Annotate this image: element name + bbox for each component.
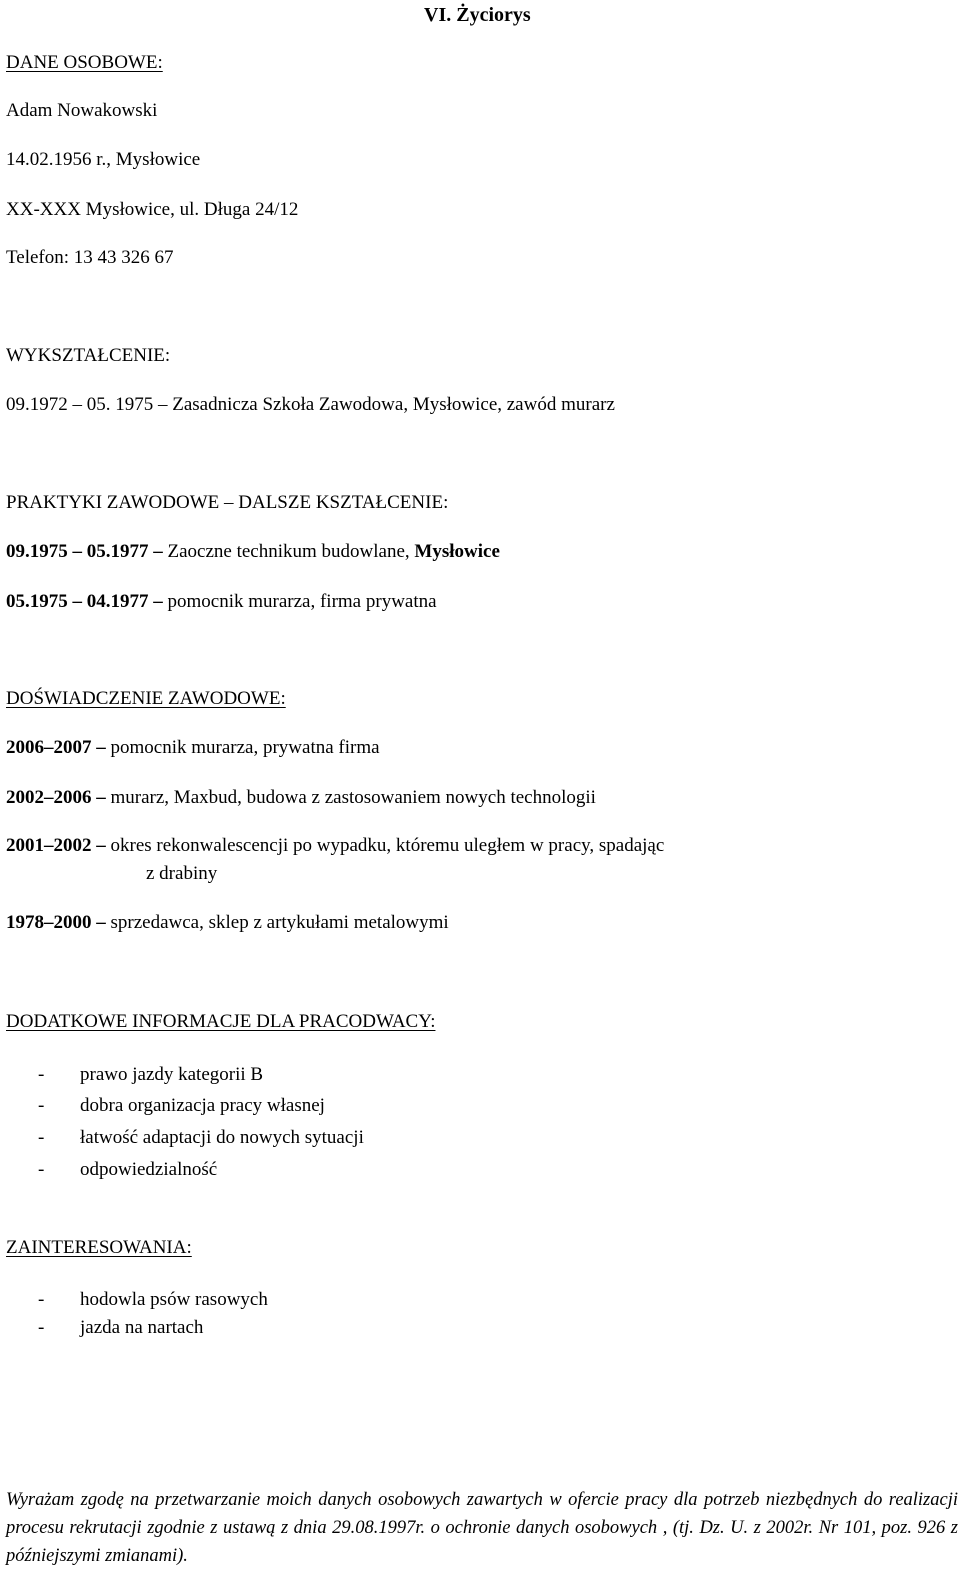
experience-item-dates: 2002–2006 – xyxy=(6,787,106,808)
additional-item: łatwość adaptacji do nowych sytuacji xyxy=(80,1127,364,1148)
additional-item: odpowiedzialność xyxy=(80,1159,218,1180)
practice-item-dates: 09.1975 – 05.1977 – xyxy=(6,541,163,562)
experience-item-continuation: z drabiny xyxy=(146,863,218,884)
education-item-text: Zasadnicza Szkoła Zawodowa, Mysłowice, zawód murarz xyxy=(167,394,615,415)
additional-heading: DODATKOWE INFORMACJE DLA PRACODWACY: xyxy=(6,1011,436,1032)
experience-item-text: murarz, Maxbud, budowa z zastosowaniem nowych technologii xyxy=(105,787,596,808)
bullet-marker: - xyxy=(38,1095,45,1116)
experience-item xyxy=(6,785,596,811)
practice-heading: PRAKTYKI ZAWODOWE – DALSZE KSZTAŁCENIE: xyxy=(6,492,449,513)
bullet-marker: - xyxy=(38,1289,45,1310)
experience-item-text: okres rekonwalescencji po wypadku, któremu uległem w pracy, spadając xyxy=(105,835,665,856)
education-heading: WYKSZTAŁCENIE: xyxy=(6,345,171,366)
bullet-marker: - xyxy=(38,1317,45,1338)
additional-item: dobra organizacja pracy własnej xyxy=(80,1095,325,1116)
practice-item xyxy=(6,589,437,615)
experience-item xyxy=(6,735,380,761)
practice-item-dates: 05.1975 – 04.1977 – xyxy=(6,591,163,612)
interest-item: hodowla psów rasowych xyxy=(80,1289,268,1310)
interest-item: jazda na nartach xyxy=(80,1317,204,1338)
bullet-marker: - xyxy=(38,1127,45,1148)
education-item-dates: 09.1972 – 05. 1975 – xyxy=(6,394,168,415)
bullet-marker: - xyxy=(38,1064,45,1085)
experience-item-dates: 2001–2002 – xyxy=(6,835,106,856)
address: XX-XXX Mysłowice, ul. Długa 24/12 xyxy=(6,199,299,220)
experience-item-dates: 2006–2007 – xyxy=(6,737,106,758)
practice-item-city: Mysłowice xyxy=(414,541,500,562)
experience-item xyxy=(6,833,664,859)
experience-item-text: pomocnik murarza, prywatna firma xyxy=(105,737,380,758)
consent-clause: Wyrażam zgodę na przetwarzanie moich danych osobowych zawartych w ofercie pracy dla potrzeb niezbędnych do realizacji procesu rekrutacji zgodnie z ustawą z dnia 29.08.1997r. o ochronie danych osobowych , (tj. Dz. U. z 2002r. Nr 101, poz. 926 z późniejszymi zmianami). xyxy=(6,1490,958,1566)
personal-heading: DANE OSOBOWE: xyxy=(6,52,163,73)
additional-item: prawo jazdy kategorii B xyxy=(80,1064,264,1085)
experience-item xyxy=(6,910,449,936)
experience-item-text: sprzedawca, sklep z artykułami metalowymi xyxy=(105,912,449,933)
interests-heading: ZAINTERESOWANIA: xyxy=(6,1237,192,1258)
person-name: Adam Nowakowski xyxy=(6,100,158,121)
practice-item-text: pomocnik murarza, firma prywatna xyxy=(162,591,437,612)
experience-item-dates: 1978–2000 – xyxy=(6,912,106,933)
phone: Telefon: 13 43 326 67 xyxy=(6,247,174,268)
bullet-marker: - xyxy=(38,1159,45,1180)
practice-item xyxy=(6,539,500,565)
experience-heading: DOŚWIADCZENIE ZAWODOWE: xyxy=(6,688,286,709)
document-title: VI. Życiorys xyxy=(424,4,531,26)
education-item xyxy=(6,392,615,418)
birth-info: 14.02.1956 r., Mysłowice xyxy=(6,149,201,170)
practice-item-text: Zaoczne technikum budowlane, xyxy=(162,541,415,562)
